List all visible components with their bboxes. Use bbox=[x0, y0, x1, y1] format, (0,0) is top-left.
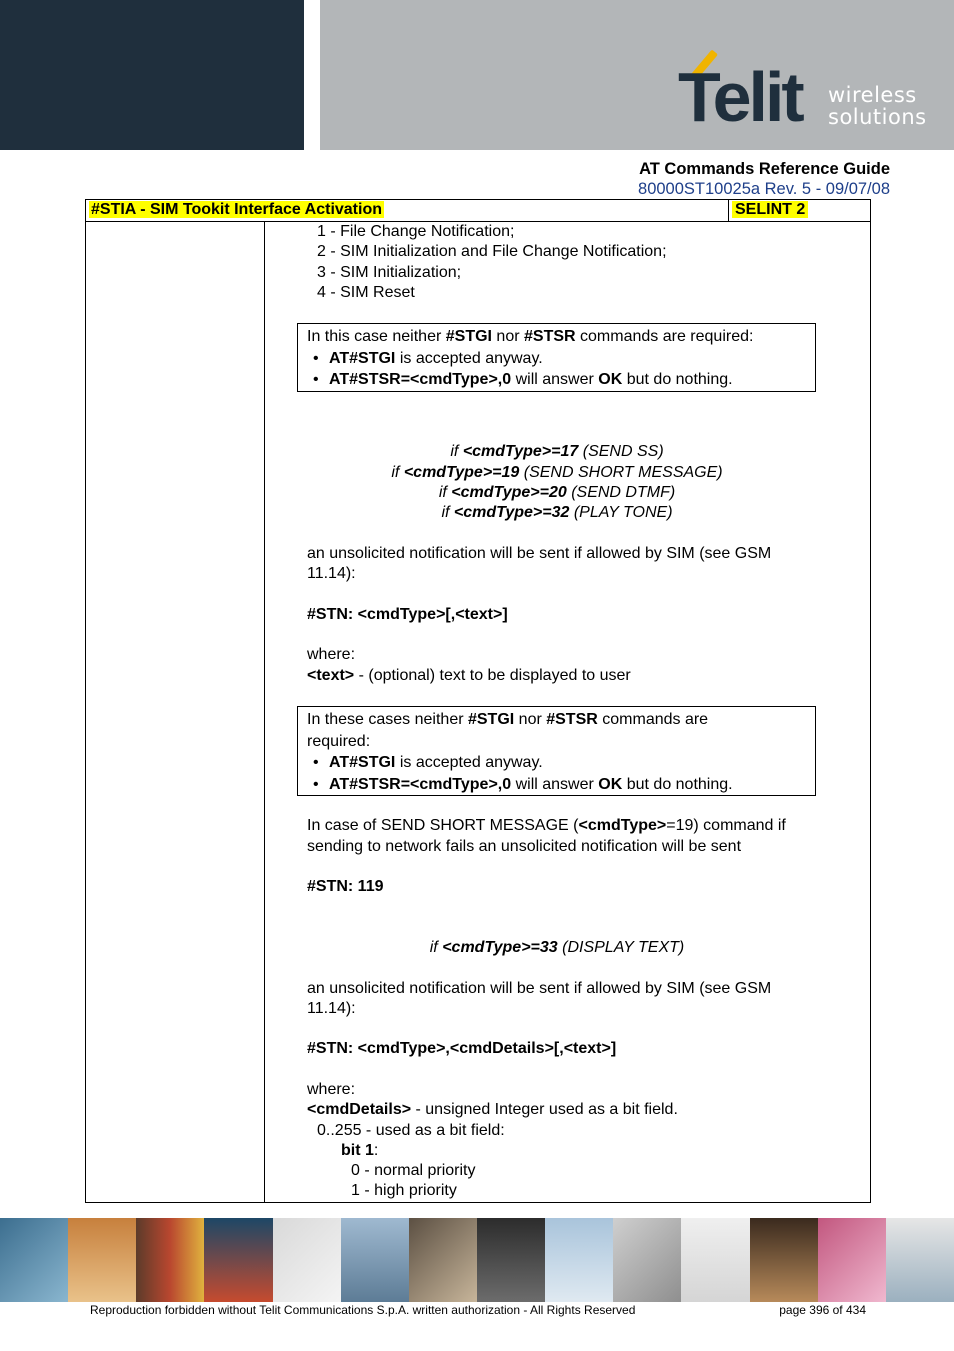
list-item: • AT#STSR=<cmdType>,0 will answer OK but do nothing. bbox=[321, 369, 815, 391]
note-box bbox=[297, 706, 816, 796]
logo-tagline: wireless solutions bbox=[828, 83, 927, 129]
footer-copyright: Reproduction forbidden without Telit Communications S.p.A. written authorization - All Rights Reserved bbox=[90, 1303, 636, 1317]
paragraph: where: bbox=[307, 1081, 356, 1098]
selint-badge: SELINT 2 bbox=[732, 201, 808, 218]
list-item: 3 - SIM Initialization; bbox=[317, 263, 462, 281]
command-title: #STIA - SIM Tookit Interface Activation bbox=[91, 201, 382, 218]
list-item: 0 - normal priority bbox=[351, 1162, 476, 1180]
bit-label: bit 1: bbox=[341, 1141, 379, 1159]
note-list bbox=[307, 752, 815, 795]
condition-line: if <cmdType>=33 (DISPLAY TEXT) bbox=[429, 938, 685, 956]
command-table bbox=[85, 199, 871, 1203]
param-description: <cmdDetails> - unsigned Integer used as a bit field. bbox=[307, 1101, 678, 1119]
param-range: 0..255 - used as a bit field: bbox=[317, 1121, 505, 1139]
condition-line: if <cmdType>=19 (SEND SHORT MESSAGE) bbox=[391, 463, 723, 481]
paragraph: an unsolicited notification will be sent if allowed by SIM (see GSM bbox=[307, 544, 772, 562]
header-dark-panel bbox=[0, 0, 304, 150]
table-title-cell bbox=[86, 200, 729, 222]
page-number: page 396 of 434 bbox=[779, 1303, 866, 1317]
paragraph: where: bbox=[307, 646, 356, 664]
doc-revision: 80000ST10025a Rev. 5 - 09/07/08 bbox=[638, 180, 890, 198]
unsolicited-format: #STN: 119 bbox=[307, 878, 384, 896]
param-description: <text> - (optional) text to be displayed to user bbox=[307, 666, 631, 684]
doc-title: AT Commands Reference Guide bbox=[639, 160, 890, 178]
footer bbox=[90, 1302, 870, 1318]
list-item: • AT#STGI is accepted anyway. bbox=[321, 348, 815, 370]
note-text: In these cases neither #STGI nor #STSR commands are bbox=[307, 711, 709, 729]
paragraph: In case of SEND SHORT MESSAGE (<cmdType>=19) command if bbox=[307, 817, 786, 835]
doc-title-block bbox=[638, 159, 890, 199]
paragraph: sending to network fails an unsolicited notification will be sent bbox=[307, 837, 742, 855]
list-item: 2 - SIM Initialization and File Change Notification; bbox=[317, 243, 667, 261]
unsolicited-format: #STN: <cmdType>[,<text>] bbox=[307, 605, 508, 623]
selint-cell bbox=[729, 200, 871, 222]
list-item: • AT#STSR=<cmdType>,0 will answer OK but do nothing. bbox=[321, 774, 815, 796]
unsolicited-format: #STN: <cmdType>,<cmdDetails>[,<text>] bbox=[307, 1040, 617, 1058]
note-text: required: bbox=[307, 732, 371, 750]
note-list bbox=[307, 348, 815, 391]
table-content-cell bbox=[265, 222, 871, 1203]
list-item: 4 - SIM Reset bbox=[317, 283, 415, 301]
condition-line: if <cmdType>=32 (PLAY TONE) bbox=[441, 504, 673, 522]
condition-line: if <cmdType>=17 (SEND SS) bbox=[450, 443, 664, 461]
paragraph: 11.14): bbox=[307, 999, 356, 1017]
note-text: In this case neither #STGI nor #STSR commands are required: bbox=[307, 328, 754, 346]
paragraph: an unsolicited notification will be sent if allowed by SIM (see GSM bbox=[307, 979, 772, 997]
list-item: 1 - high priority bbox=[351, 1182, 457, 1200]
paragraph: 11.14): bbox=[307, 565, 356, 583]
telit-logo: Telit bbox=[678, 58, 802, 136]
note-box bbox=[297, 323, 816, 392]
condition-line: if <cmdType>=20 (SEND DTMF) bbox=[438, 483, 676, 501]
list-item: 1 - File Change Notification; bbox=[317, 223, 515, 240]
table-left-column bbox=[86, 222, 265, 1203]
footer-photo-strip bbox=[0, 1218, 954, 1302]
list-item: • AT#STGI is accepted anyway. bbox=[321, 752, 815, 774]
